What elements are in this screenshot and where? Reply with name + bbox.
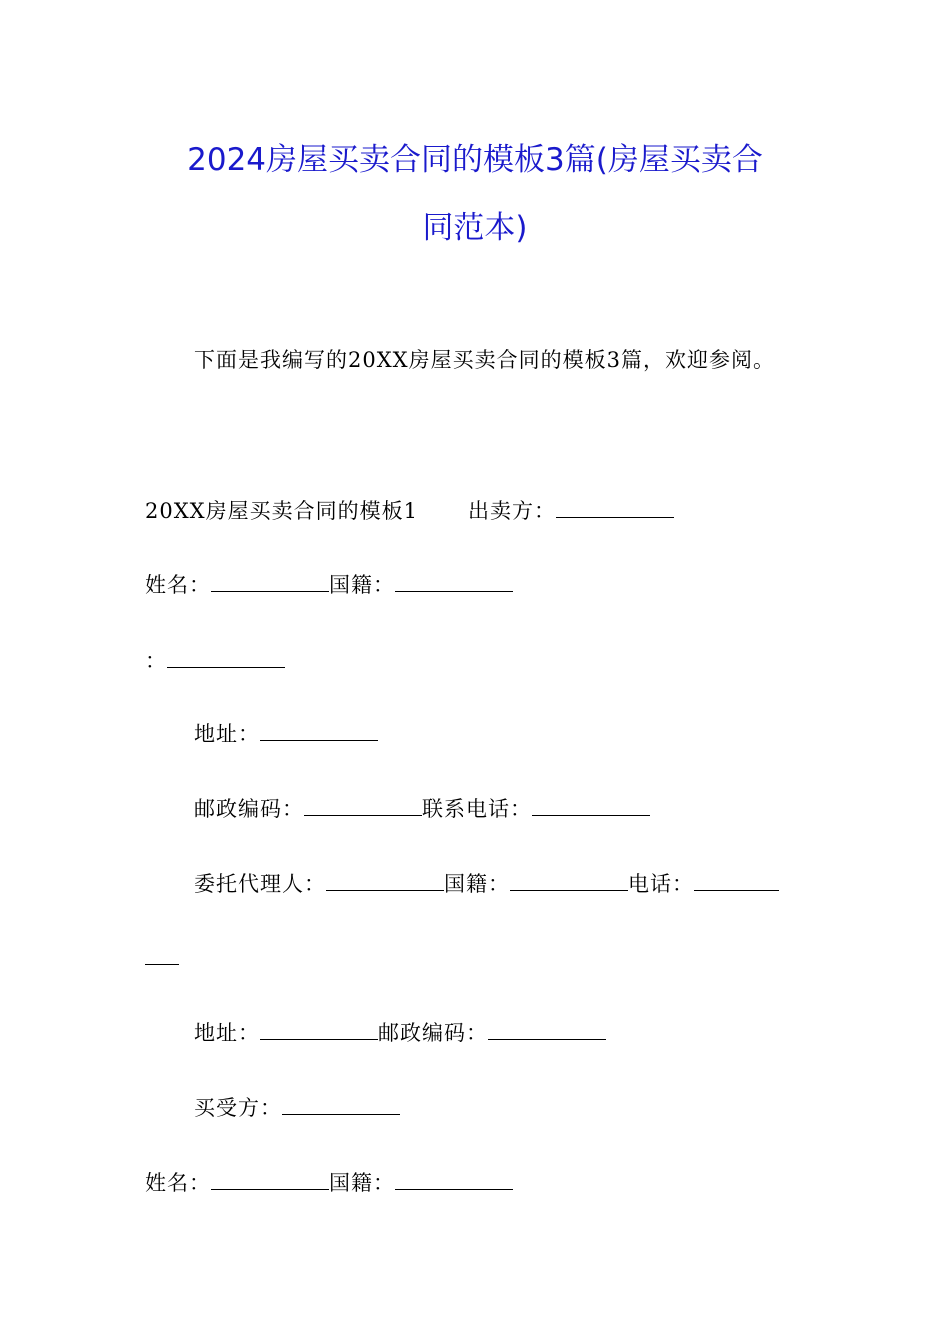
intro-text: 下面是我编写的20XX房屋买卖合同的模板3篇，欢迎参阅。: [194, 348, 775, 372]
phone-blank-continuation[interactable]: [145, 942, 179, 965]
section-heading: 20XX房屋买卖合同的模板1: [145, 499, 418, 523]
postcode2-blank[interactable]: [488, 1017, 606, 1040]
buyer-row: [194, 1092, 400, 1123]
contact-phone-label: 联系电话：: [422, 797, 532, 821]
buyer-nationality-label: 国籍：: [329, 1171, 395, 1195]
buyer-label: 买受方：: [194, 1096, 282, 1120]
nationality-label: 国籍：: [329, 573, 395, 597]
unlabeled-row: [145, 645, 285, 676]
seller-blank[interactable]: [556, 495, 674, 518]
seller-label: 出卖方：: [467, 499, 556, 523]
seller-name-row: [145, 569, 513, 600]
section-heading-row: [145, 495, 674, 526]
seller-contact-row: [194, 793, 650, 824]
agent-blank[interactable]: [326, 868, 444, 891]
buyer-name-blank[interactable]: [211, 1167, 329, 1190]
address2-blank[interactable]: [260, 1017, 378, 1040]
document-title-line-1: 2024房屋买卖合同的模板3篇(房屋买卖合: [187, 142, 763, 178]
agent-row: [194, 868, 779, 899]
name-blank[interactable]: [211, 569, 329, 592]
postcode2-label: 邮政编码：: [378, 1021, 488, 1045]
colon-label: ：: [145, 649, 167, 673]
postcode-label: 邮政编码：: [194, 797, 304, 821]
agent-label: 委托代理人：: [194, 872, 326, 896]
agent-address-row: [194, 1017, 606, 1048]
address-label: 地址：: [194, 722, 260, 746]
document-title-line-2: 同范本): [422, 210, 528, 246]
seller-address-row: [194, 718, 378, 749]
nationality-blank[interactable]: [395, 569, 513, 592]
address2-label: 地址：: [194, 1021, 260, 1045]
contact-phone-blank[interactable]: [532, 793, 650, 816]
intro-paragraph: [194, 345, 775, 375]
phone-blank-continuation-row: [145, 942, 179, 973]
unlabeled-blank[interactable]: [167, 645, 285, 668]
buyer-name-row: [145, 1167, 513, 1198]
agent-nationality-blank[interactable]: [510, 868, 628, 891]
buyer-blank[interactable]: [282, 1092, 400, 1115]
name-label: 姓名：: [145, 573, 211, 597]
address-blank[interactable]: [260, 718, 378, 741]
postcode-blank[interactable]: [304, 793, 422, 816]
buyer-nationality-blank[interactable]: [395, 1167, 513, 1190]
phone-label: 电话：: [628, 872, 694, 896]
agent-nationality-label: 国籍：: [444, 872, 510, 896]
buyer-name-label: 姓名：: [145, 1171, 211, 1195]
phone-blank[interactable]: [694, 868, 779, 891]
